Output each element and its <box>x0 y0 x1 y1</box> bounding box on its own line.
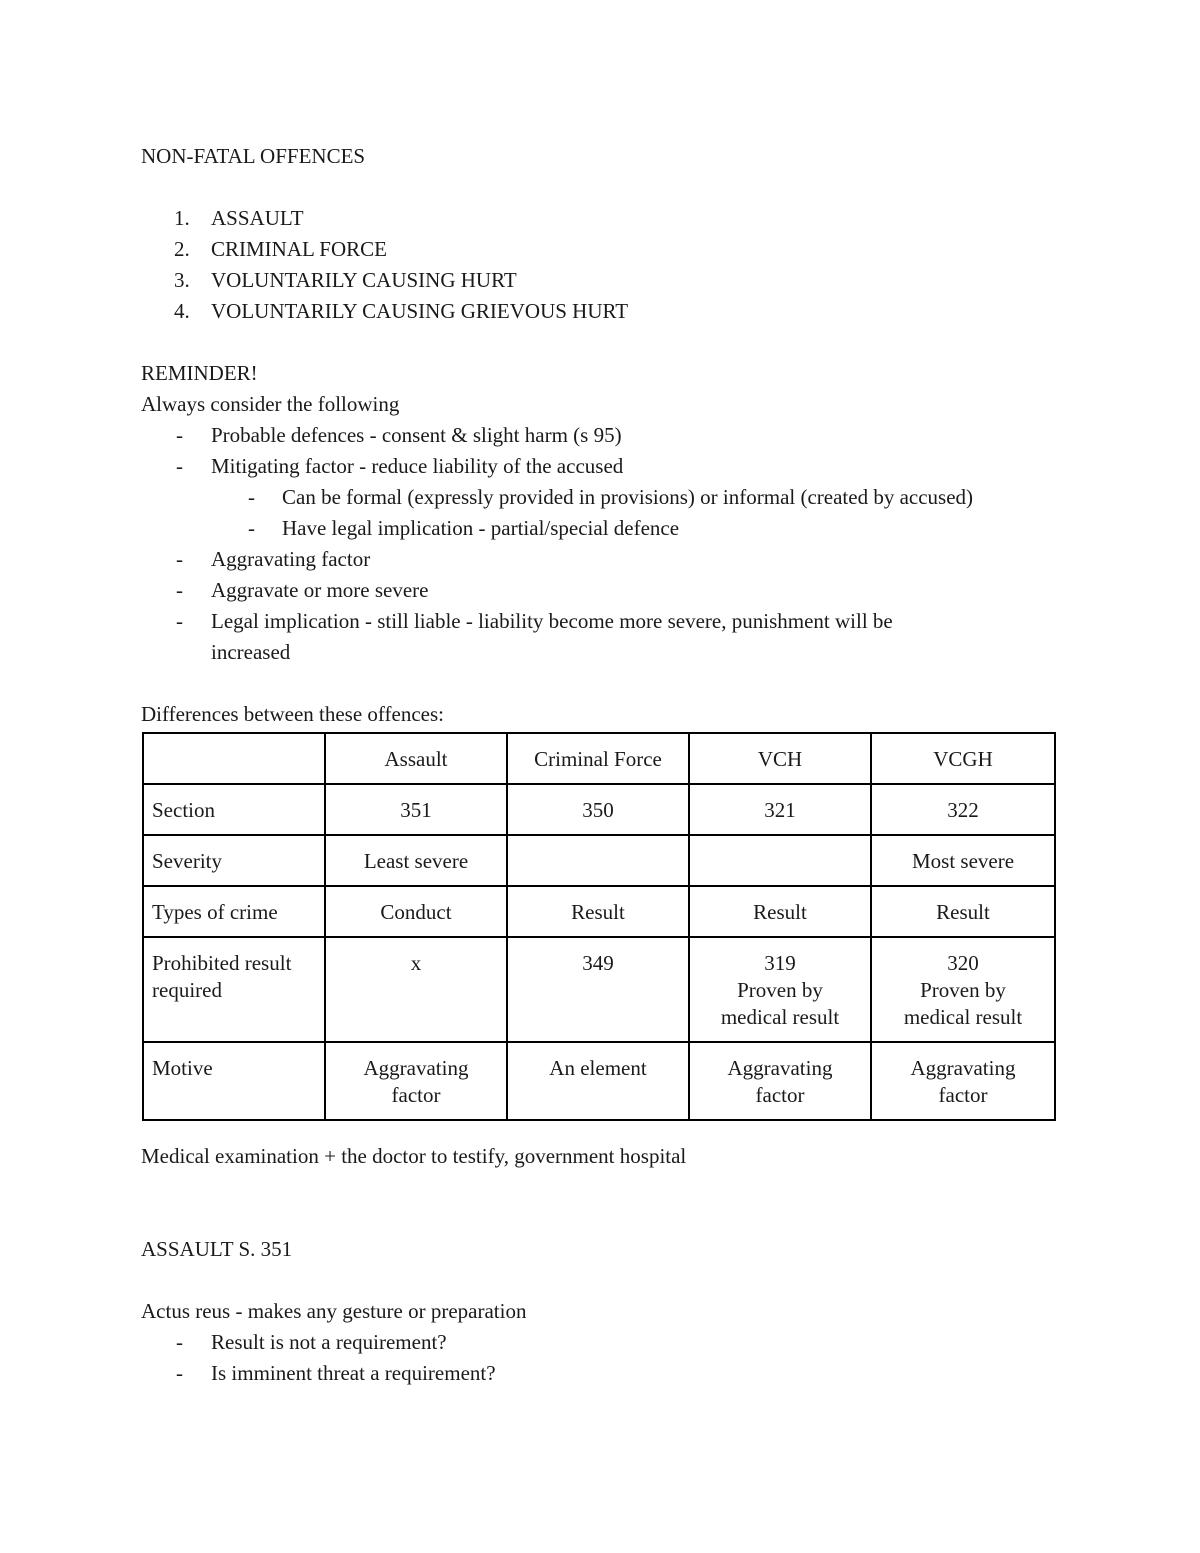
bullet-dash: - <box>248 516 255 540</box>
table-cell: 350 <box>507 784 689 835</box>
bullet-dash: - <box>248 485 255 509</box>
table-cell: 319 Proven by medical result <box>689 937 871 1042</box>
table-row <box>143 886 1055 937</box>
medical-note: Medical examination + the doctor to testify, government hospital <box>141 1144 687 1168</box>
list-item: Probable defences - consent & slight harm (s 95) <box>211 423 622 447</box>
table-cell <box>507 835 689 886</box>
row-label: Prohibited result required <box>143 937 325 1042</box>
table-row <box>143 784 1055 835</box>
table-cell: Conduct <box>325 886 507 937</box>
table-row <box>143 835 1055 886</box>
bullet-dash: - <box>176 578 183 602</box>
list-number: 1. <box>174 206 190 230</box>
list-item: CRIMINAL FORCE <box>211 237 387 261</box>
table-intro: Differences between these offences: <box>141 702 444 726</box>
table-cell: 351 <box>325 784 507 835</box>
list-item: ASSAULT <box>211 206 304 230</box>
list-item: VOLUNTARILY CAUSING GRIEVOUS HURT <box>211 299 629 323</box>
bullet-dash: - <box>176 454 183 478</box>
list-item: Aggravate or more severe <box>211 578 429 602</box>
table-cell: Aggravating factor <box>871 1042 1055 1120</box>
table-header-cell: Criminal Force <box>507 733 689 784</box>
table-cell: Most severe <box>871 835 1055 886</box>
list-item: Is imminent threat a requirement? <box>211 1361 496 1385</box>
bullet-dash: - <box>176 1330 183 1354</box>
actus-reus-intro: Actus reus - makes any gesture or preparation <box>141 1299 527 1323</box>
table-cell <box>689 835 871 886</box>
table-cell: An element <box>507 1042 689 1120</box>
table-cell: 322 <box>871 784 1055 835</box>
table-cell: Aggravating factor <box>325 1042 507 1120</box>
reminder-title: REMINDER! <box>141 361 258 385</box>
bullet-dash: - <box>176 609 183 633</box>
list-item: VOLUNTARILY CAUSING HURT <box>211 268 517 292</box>
bullet-dash: - <box>176 1361 183 1385</box>
table-cell: Aggravating factor <box>689 1042 871 1120</box>
sub-list-item: Have legal implication - partial/special defence <box>282 516 680 540</box>
table-cell: 349 <box>507 937 689 1042</box>
row-label: Section <box>143 784 325 835</box>
table-header-row <box>143 733 1055 784</box>
table-header-cell: VCH <box>689 733 871 784</box>
bullet-dash: - <box>176 423 183 447</box>
list-number: 4. <box>174 299 190 323</box>
table-cell: 320 Proven by medical result <box>871 937 1055 1042</box>
page-heading: NON-FATAL OFFENCES <box>141 144 366 168</box>
table-cell: Least severe <box>325 835 507 886</box>
list-item: Aggravating factor <box>211 547 371 571</box>
list-item: Legal implication - still liable - liability become more severe, punishment will be <box>211 609 893 633</box>
table-row <box>143 1042 1055 1120</box>
table-header-cell: Assault <box>325 733 507 784</box>
table-cell: Result <box>871 886 1055 937</box>
row-label: Types of crime <box>143 886 325 937</box>
row-label: Motive <box>143 1042 325 1120</box>
list-item: Mitigating factor - reduce liability of the accused <box>211 454 624 478</box>
table-cell: x <box>325 937 507 1042</box>
list-item-continuation: increased <box>211 640 291 664</box>
table-row <box>143 937 1055 1042</box>
list-number: 3. <box>174 268 190 292</box>
table-header-cell <box>143 733 325 784</box>
section-heading: ASSAULT S. 351 <box>141 1237 293 1261</box>
differences-table <box>142 732 1056 1121</box>
list-item: Result is not a requirement? <box>211 1330 447 1354</box>
table-cell: 321 <box>689 784 871 835</box>
reminder-intro: Always consider the following <box>141 392 400 416</box>
table-cell: Result <box>507 886 689 937</box>
bullet-dash: - <box>176 547 183 571</box>
table-cell: Result <box>689 886 871 937</box>
list-number: 2. <box>174 237 190 261</box>
row-label: Severity <box>143 835 325 886</box>
sub-list-item: Can be formal (expressly provided in provisions) or informal (created by accused) <box>282 485 974 509</box>
table-header-cell: VCGH <box>871 733 1055 784</box>
